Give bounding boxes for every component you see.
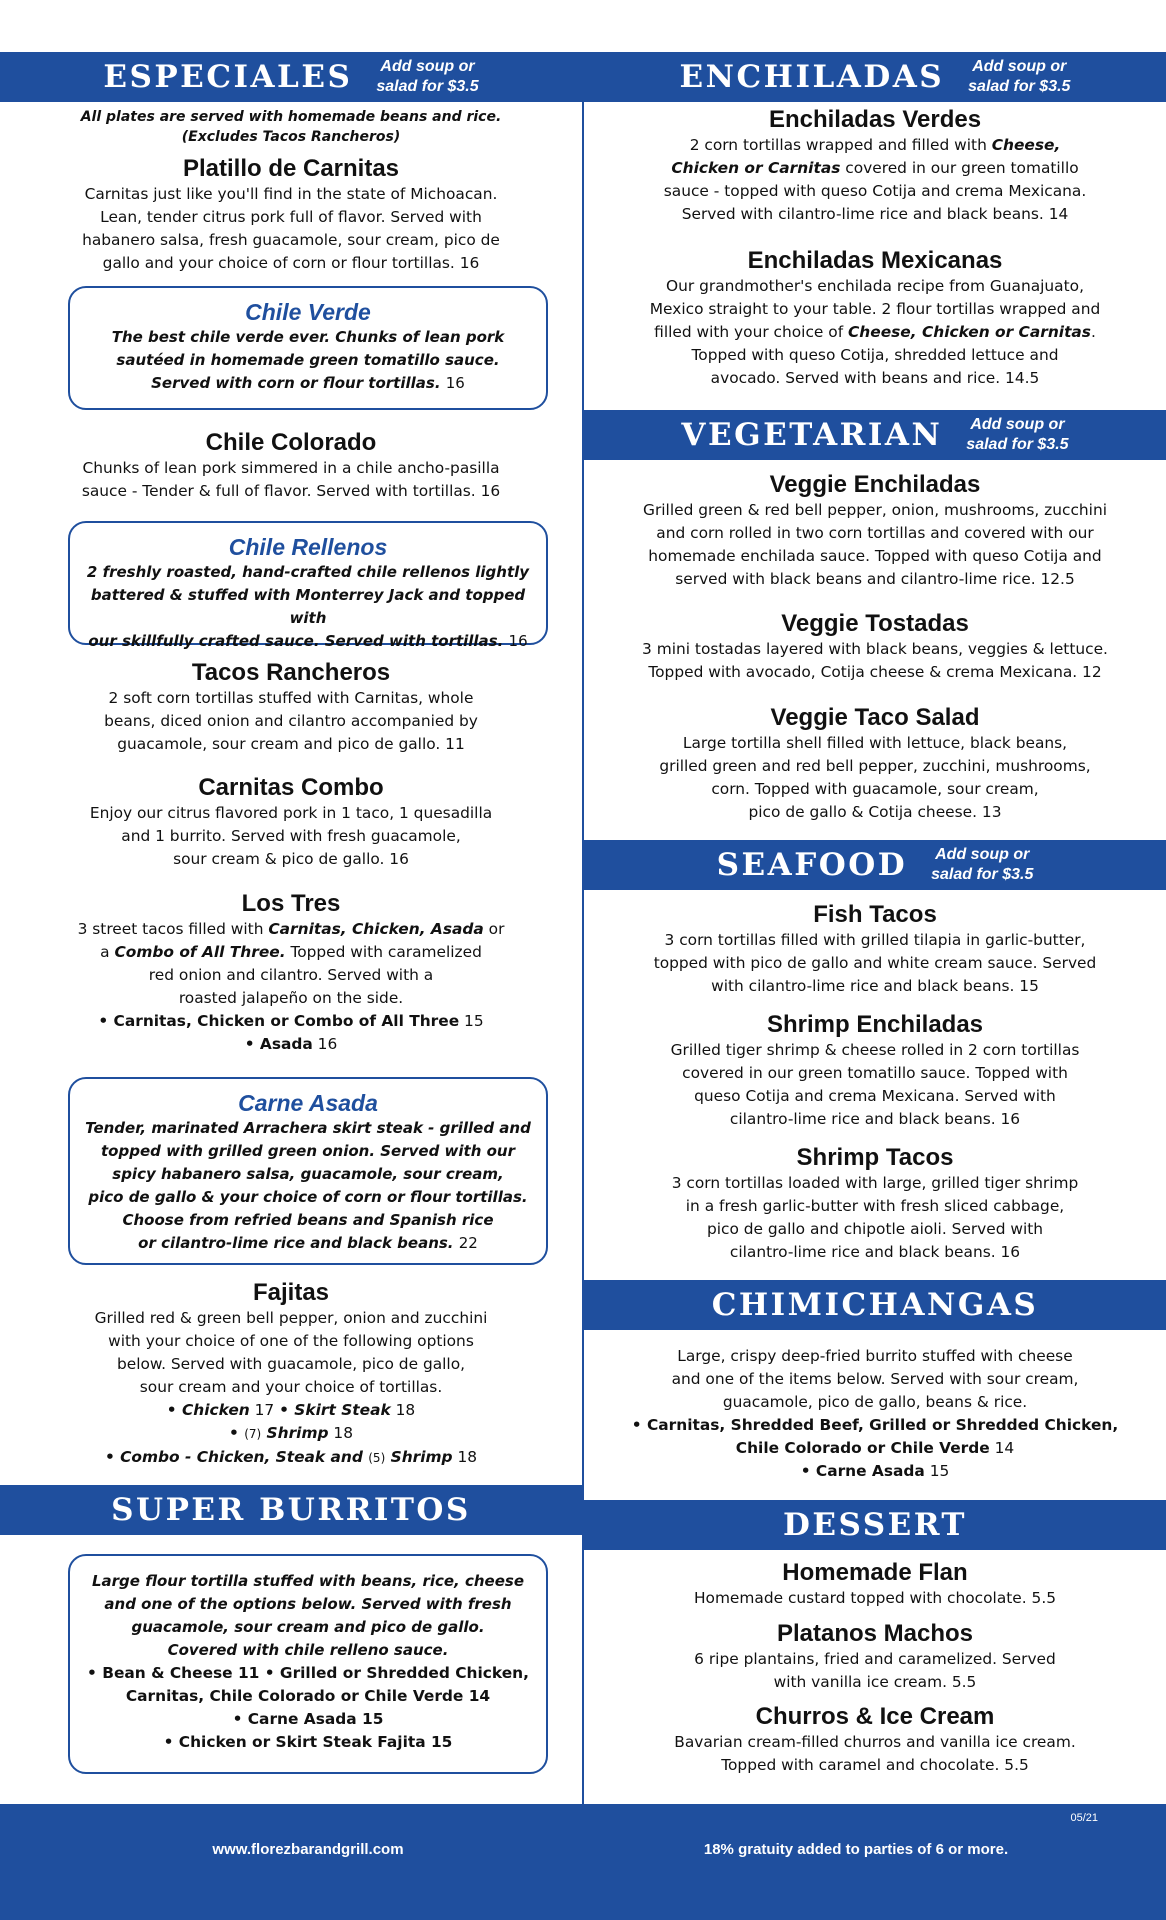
item-chimichangas	[584, 1345, 1166, 1483]
gratuity-note: 18% gratuity added to parties of 6 or more.	[703, 1841, 1009, 1858]
item-title: Carne Asada	[238, 1090, 378, 1116]
item-enchiladas-mexicanas	[584, 247, 1166, 390]
item-carnitas-combo	[0, 774, 582, 871]
item-title: Los Tres	[241, 890, 341, 917]
vegetarian-addon: Add soup or salad for $3.5	[966, 416, 1069, 453]
item-shrimp-enchiladas	[584, 1011, 1166, 1131]
especiales-banner	[0, 52, 582, 102]
item-description: 3 corn tortillas loaded with large, grilled tiger shrimp in a fresh garlic-butter with fresh sliced cabbage, pico de gallo and chipotle aioli. Served with cilantro-lime rice and black beans. 16	[671, 1174, 1079, 1261]
vegetarian-banner	[584, 410, 1166, 460]
item-description: Tender, marinated Arrachera skirt steak - grilled and topped with grilled green onion. Served with our spicy habanero salsa, guacamole, sour cream, pico de gallo & your choice of corn or flour tortillas. Choose from refried beans and Spanish rice or cilantro-lime rice and black beans. 22	[85, 1119, 531, 1252]
item-description: Grilled tiger shrimp & cheese rolled in 2 corn tortillas covered in our green tomatillo sauce. Topped with queso Cotija and crema Mexicana. Served with cilantro-lime rice and black beans. 16	[670, 1041, 1080, 1128]
item-title: Platanos Machos	[776, 1620, 974, 1647]
item-description: Large flour tortilla stuffed with beans, rice, cheese and one of the options below. Served with fresh guacamole, sour cream and pico de gallo. Covered with chile relleno sauce.	[91, 1572, 524, 1659]
item-description: Grilled green & red bell pepper, onion, mushrooms, zucchini and corn rolled in two corn tortillas and covered with our homemade enchilada sauce. Topped with queso Cotija and served with black beans and cilantro-lime rice. 12.5	[643, 501, 1107, 588]
enchiladas-addon: Add soup or salad for $3.5	[968, 58, 1071, 95]
item-fajitas	[0, 1279, 582, 1470]
item-title: Chile Colorado	[205, 429, 377, 456]
item-title: Shrimp Enchiladas	[766, 1011, 984, 1038]
seafood-heading: SEAFOOD	[716, 847, 908, 883]
item-title: Platillo de Carnitas	[182, 155, 400, 182]
item-churros	[584, 1703, 1166, 1777]
item-veggie-tostadas	[584, 610, 1166, 684]
item-platanos-machos	[584, 1620, 1166, 1694]
burrito-options: • Bean & Cheese 11 • Grilled or Shredded Chicken, Carnitas, Chile Colorado or Chile Verde 14 • Carne Asada 15 • Chicken or Skirt Steak Fajita 15	[87, 1664, 529, 1751]
print-code: 05/21	[1070, 1812, 1098, 1824]
item-tacos-rancheros	[0, 659, 582, 756]
item-description: The best chile verde ever. Chunks of lean pork sautéed in homemade green tomatillo sauce. Served with corn or flour tortillas. 16	[111, 328, 505, 392]
item-description: 6 ripe plantains, fried and caramelized. Served with vanilla ice cream. 5.5	[694, 1650, 1056, 1691]
item-title: Veggie Taco Salad	[770, 704, 980, 731]
enchiladas-heading: ENCHILADAS	[679, 59, 945, 95]
item-title: Carnitas Combo	[198, 774, 384, 801]
item-fish-tacos	[584, 901, 1166, 998]
especiales-heading: ESPECIALES	[103, 59, 353, 95]
item-description: Our grandmother's enchilada recipe from Guanajuato, Mexico straight to your table. 2 flour tortillas wrapped and filled with your choice of Cheese, Chicken or Carnitas. Topped with queso Cotija, shredded lettuce and avocado. Served with beans and rice. 14.5	[649, 277, 1101, 387]
dessert-heading: DESSERT	[782, 1507, 968, 1543]
chimichangas-banner	[584, 1280, 1166, 1330]
item-description: Grilled red & green bell pepper, onion and zucchini with your choice of one of the following options below. Served with guacamole, pico de gallo, sour cream and your choice of tortillas. • Chicken 17 • Skirt Steak 18 • (7) Shrimp 18 • Combo - Chicken, Steak and (5) Shrimp 18	[94, 1309, 488, 1466]
seafood-addon: Add soup or salad for $3.5	[931, 846, 1034, 883]
seafood-banner	[584, 840, 1166, 890]
enchiladas-banner	[584, 52, 1166, 102]
item-platillo-de-carnitas	[0, 155, 582, 275]
item-chile-verde	[68, 286, 548, 410]
item-title: Fish Tacos	[813, 901, 937, 928]
item-description: Large tortilla shell filled with lettuce, black beans, grilled green and red bell pepper, zucchini, mushrooms, corn. Topped with guacamole, sour cream, pico de gallo & Cotija cheese. 13	[659, 734, 1091, 821]
item-title: Chile Rellenos	[228, 534, 388, 560]
item-description: Enjoy our citrus flavored pork in 1 taco, 1 quesadilla and 1 burrito. Served with fresh guacamole, sour cream & pico de gallo. 16	[89, 804, 493, 868]
item-description: Bavarian cream-filled churros and vanilla ice cream. Topped with caramel and chocolate. 5.5	[674, 1733, 1076, 1774]
especiales-note: All plates are served with homemade beans and rice. (Excludes Tacos Rancheros)	[80, 109, 502, 145]
item-description: Chunks of lean pork simmered in a chile ancho-pasilla sauce - Tender & full of flavor. Served with tortillas. 16	[81, 459, 501, 500]
super-burritos-banner	[0, 1485, 582, 1535]
item-shrimp-tacos	[584, 1144, 1166, 1264]
item-carne-asada	[68, 1077, 548, 1265]
item-los-tres	[0, 890, 582, 1056]
item-title: Enchiladas Verdes	[768, 106, 982, 133]
item-super-burritos	[68, 1554, 548, 1774]
item-description: 3 mini tostadas layered with black beans, veggies & lettuce. Topped with avocado, Cotija cheese & crema Mexicana. 12	[642, 640, 1108, 681]
item-description: Large, crispy deep-fried burrito stuffed with cheese and one of the items below. Served with sour cream, guacamole, pico de gallo, beans & rice. • Carnitas, Shredded Beef, Grilled or Shredded Chicken, Chile Colorado or Chile Verde 14 • Carne Asada 15	[631, 1347, 1119, 1480]
item-homemade-flan	[584, 1559, 1166, 1610]
item-veggie-taco-salad	[584, 704, 1166, 824]
especiales-addon: Add soup or salad for $3.5	[376, 58, 479, 95]
item-description: 2 freshly roasted, hand-crafted chile rellenos lightly battered & stuffed with Monterrey Jack and topped with our skillfully crafted sauce. Served with tortillas. 16	[86, 563, 530, 650]
item-description: Carnitas just like you'll find in the state of Michoacan. Lean, tender citrus pork full of flavor. Served with habanero salsa, fresh guacamole, sour cream, pico de gallo and your choice of corn or flour tortillas. 16	[82, 185, 500, 272]
item-description: 3 corn tortillas filled with grilled tilapia in garlic-butter, topped with pico de gallo and white cream sauce. Served with cilantro-lime rice and black beans. 15	[653, 931, 1097, 995]
chimichangas-heading: CHIMICHANGAS	[711, 1287, 1039, 1323]
item-title: Chile Verde	[245, 299, 371, 325]
footer-bar	[0, 1804, 1166, 1920]
item-title: Enchiladas Mexicanas	[747, 247, 1003, 274]
item-title: Shrimp Tacos	[796, 1144, 954, 1171]
item-enchiladas-verdes	[584, 106, 1166, 226]
item-title: Homemade Flan	[782, 1559, 968, 1586]
item-chile-colorado	[0, 429, 582, 503]
item-title: Fajitas	[252, 1279, 330, 1306]
item-title: Veggie Enchiladas	[769, 471, 981, 498]
item-description: 2 soft corn tortillas stuffed with Carnitas, whole beans, diced onion and cilantro accompanied by guacamole, sour cream and pico de gallo. 11	[104, 689, 478, 753]
item-title: Churros & Ice Cream	[755, 1703, 995, 1730]
item-description: 2 corn tortillas wrapped and filled with Cheese, Chicken or Carnitas covered in our green tomatillo sauce - topped with queso Cotija and crema Mexicana. Served with cilantro-lime rice and black beans. 14	[663, 136, 1087, 223]
vegetarian-heading: VEGETARIAN	[681, 417, 943, 453]
website-link[interactable]: www.florezbarandgrill.com	[212, 1841, 404, 1858]
item-title: Veggie Tostadas	[781, 610, 969, 637]
item-description: 3 street tacos filled with Carnitas, Chicken, Asada or a Combo of All Three. Topped with caramelized red onion and cilantro. Served with a roasted jalapeño on the side. • Carnitas, Chicken or Combo of All Three 15 • Asada 16	[77, 920, 505, 1053]
dessert-banner	[584, 1500, 1166, 1550]
item-chile-rellenos	[68, 521, 548, 650]
item-title: Tacos Rancheros	[191, 659, 391, 686]
item-description: Homemade custard topped with chocolate. 5.5	[693, 1589, 1057, 1607]
super-burritos-heading: SUPER BURRITOS	[111, 1492, 471, 1528]
item-veggie-enchiladas	[584, 471, 1166, 591]
